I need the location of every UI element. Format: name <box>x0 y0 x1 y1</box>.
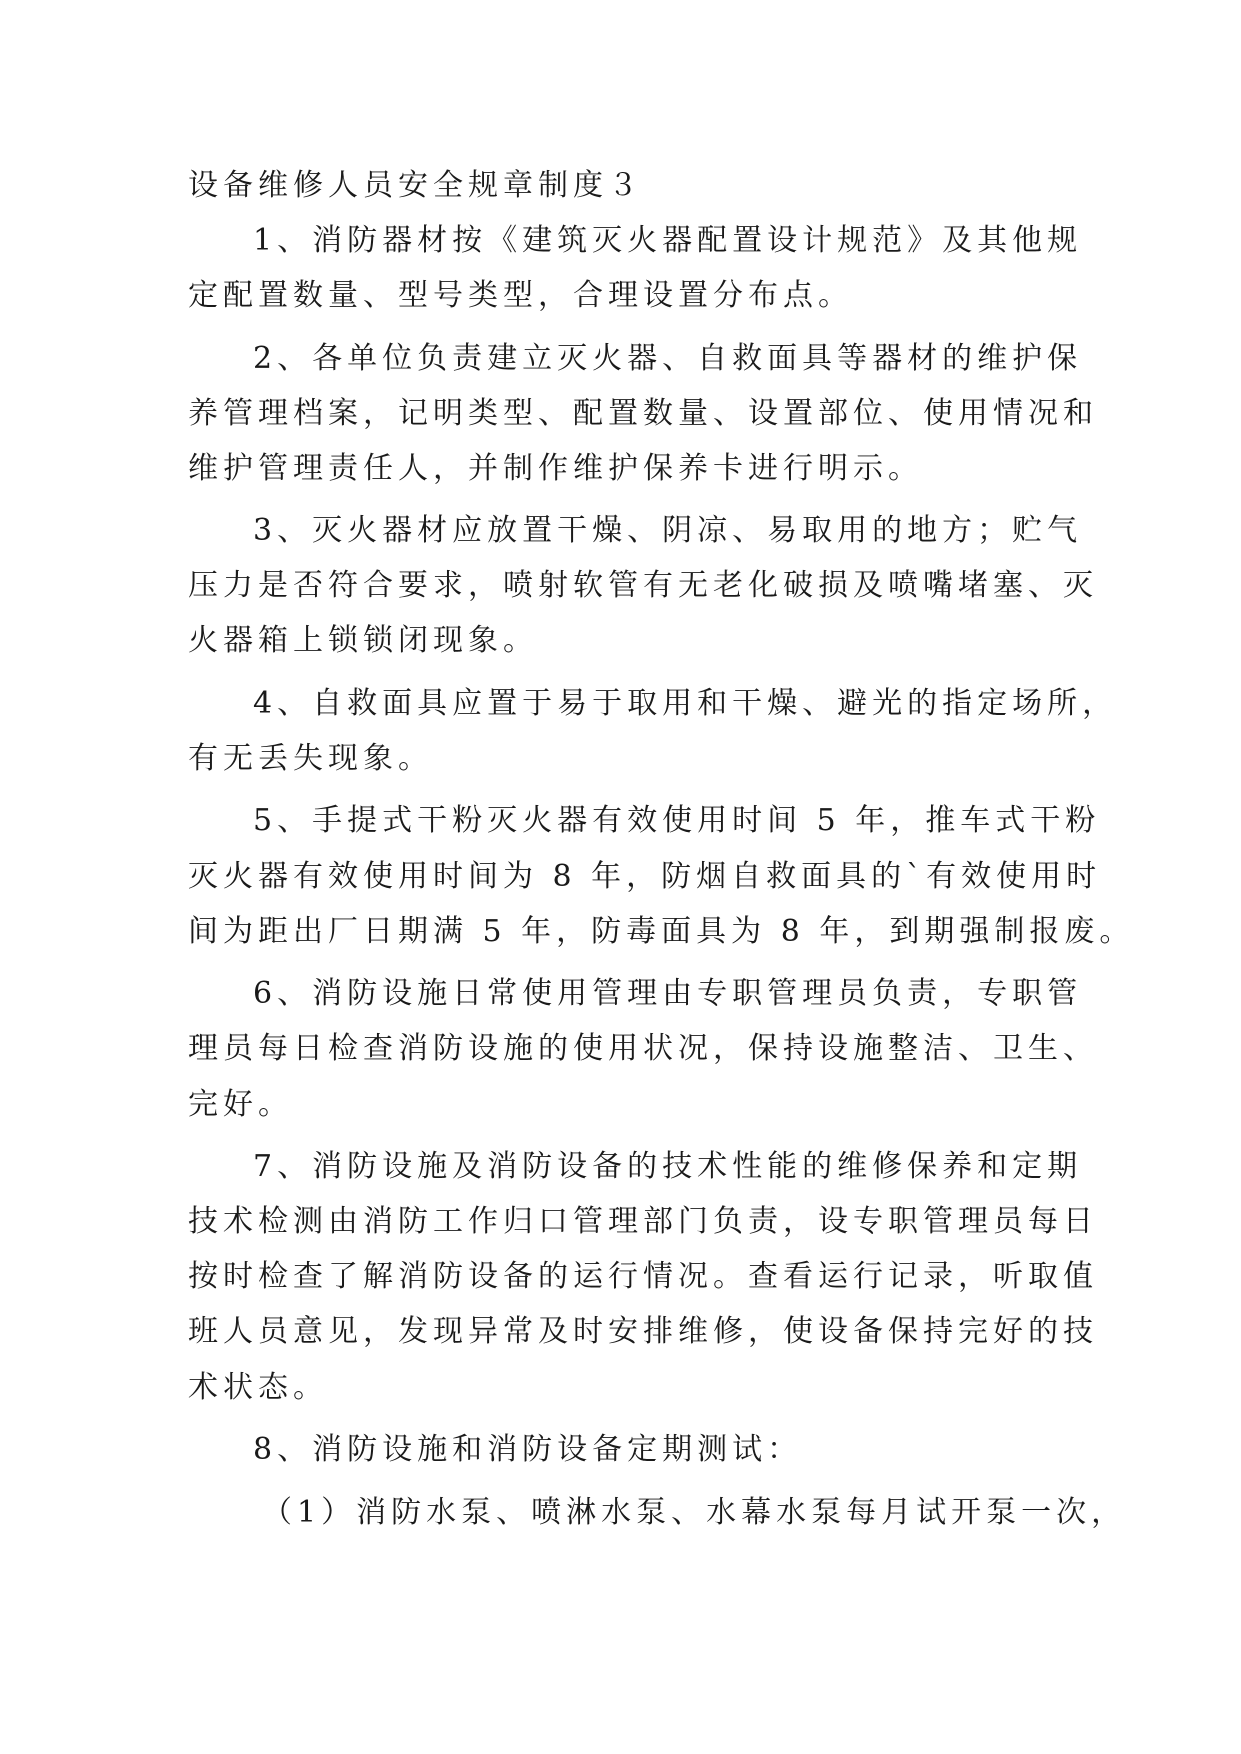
text-line: 3、灭火器材应放置干燥、阴凉、易取用的地方；贮气 <box>253 513 1083 548</box>
text-line: 班人员意见，发现异常及时安排维修，使设备保持完好的技 <box>188 1314 1098 1349</box>
text-line: （1）消防水泵、喷淋水泵、水幕水泵每月试开泵一次， <box>262 1495 1127 1530</box>
text-line: 1、消防器材按《建筑灭火器配置设计规范》及其他规 <box>253 223 1083 258</box>
text-line: 术状态。 <box>188 1370 328 1405</box>
text-line: 完好。 <box>188 1087 293 1122</box>
text-line: 维护管理责任人，并制作维护保养卡进行明示。 <box>188 451 923 486</box>
text-line: 火器箱上锁锁闭现象。 <box>188 623 538 658</box>
text-line: 技术检测由消防工作归口管理部门负责，设专职管理员每日 <box>188 1204 1098 1239</box>
text-line: 按时检查了解消防设备的运行情况。查看运行记录，听取值 <box>188 1259 1098 1294</box>
text-line: 间为距出厂日期满 5 年，防毒面具为 8 年，到期强制报废。 <box>188 914 1135 949</box>
text-line: 4、自救面具应置于易于取用和干燥、避光的指定场所， <box>253 686 1118 721</box>
text-line: 压力是否符合要求，喷射软管有无老化破损及喷嘴堵塞、灭 <box>188 568 1098 603</box>
text-line: 6、消防设施日常使用管理由专职管理员负责，专职管 <box>253 976 1083 1011</box>
text-line: 定配置数量、型号类型，合理设置分布点。 <box>188 278 853 313</box>
text-line: 理员每日检查消防设施的使用状况，保持设施整洁、卫生、 <box>188 1031 1098 1066</box>
text-line: 灭火器有效使用时间为 8 年，防烟自救面具的`有效使用时 <box>188 859 1102 894</box>
text-line: 养管理档案，记明类型、配置数量、设置部位、使用情况和 <box>188 396 1098 431</box>
text-line: 8、消防设施和消防设备定期测试： <box>253 1432 803 1467</box>
text-line: 2、各单位负责建立灭火器、自救面具等器材的维护保 <box>253 341 1083 376</box>
document-title: 设备维修人员安全规章制度３ <box>188 168 643 203</box>
text-line: 5、手提式干粉灭火器有效使用时间 5 年，推车式干粉 <box>253 803 1101 838</box>
text-line: 有无丢失现象。 <box>188 741 433 776</box>
text-line: 7、消防设施及消防设备的技术性能的维修保养和定期 <box>253 1149 1083 1184</box>
